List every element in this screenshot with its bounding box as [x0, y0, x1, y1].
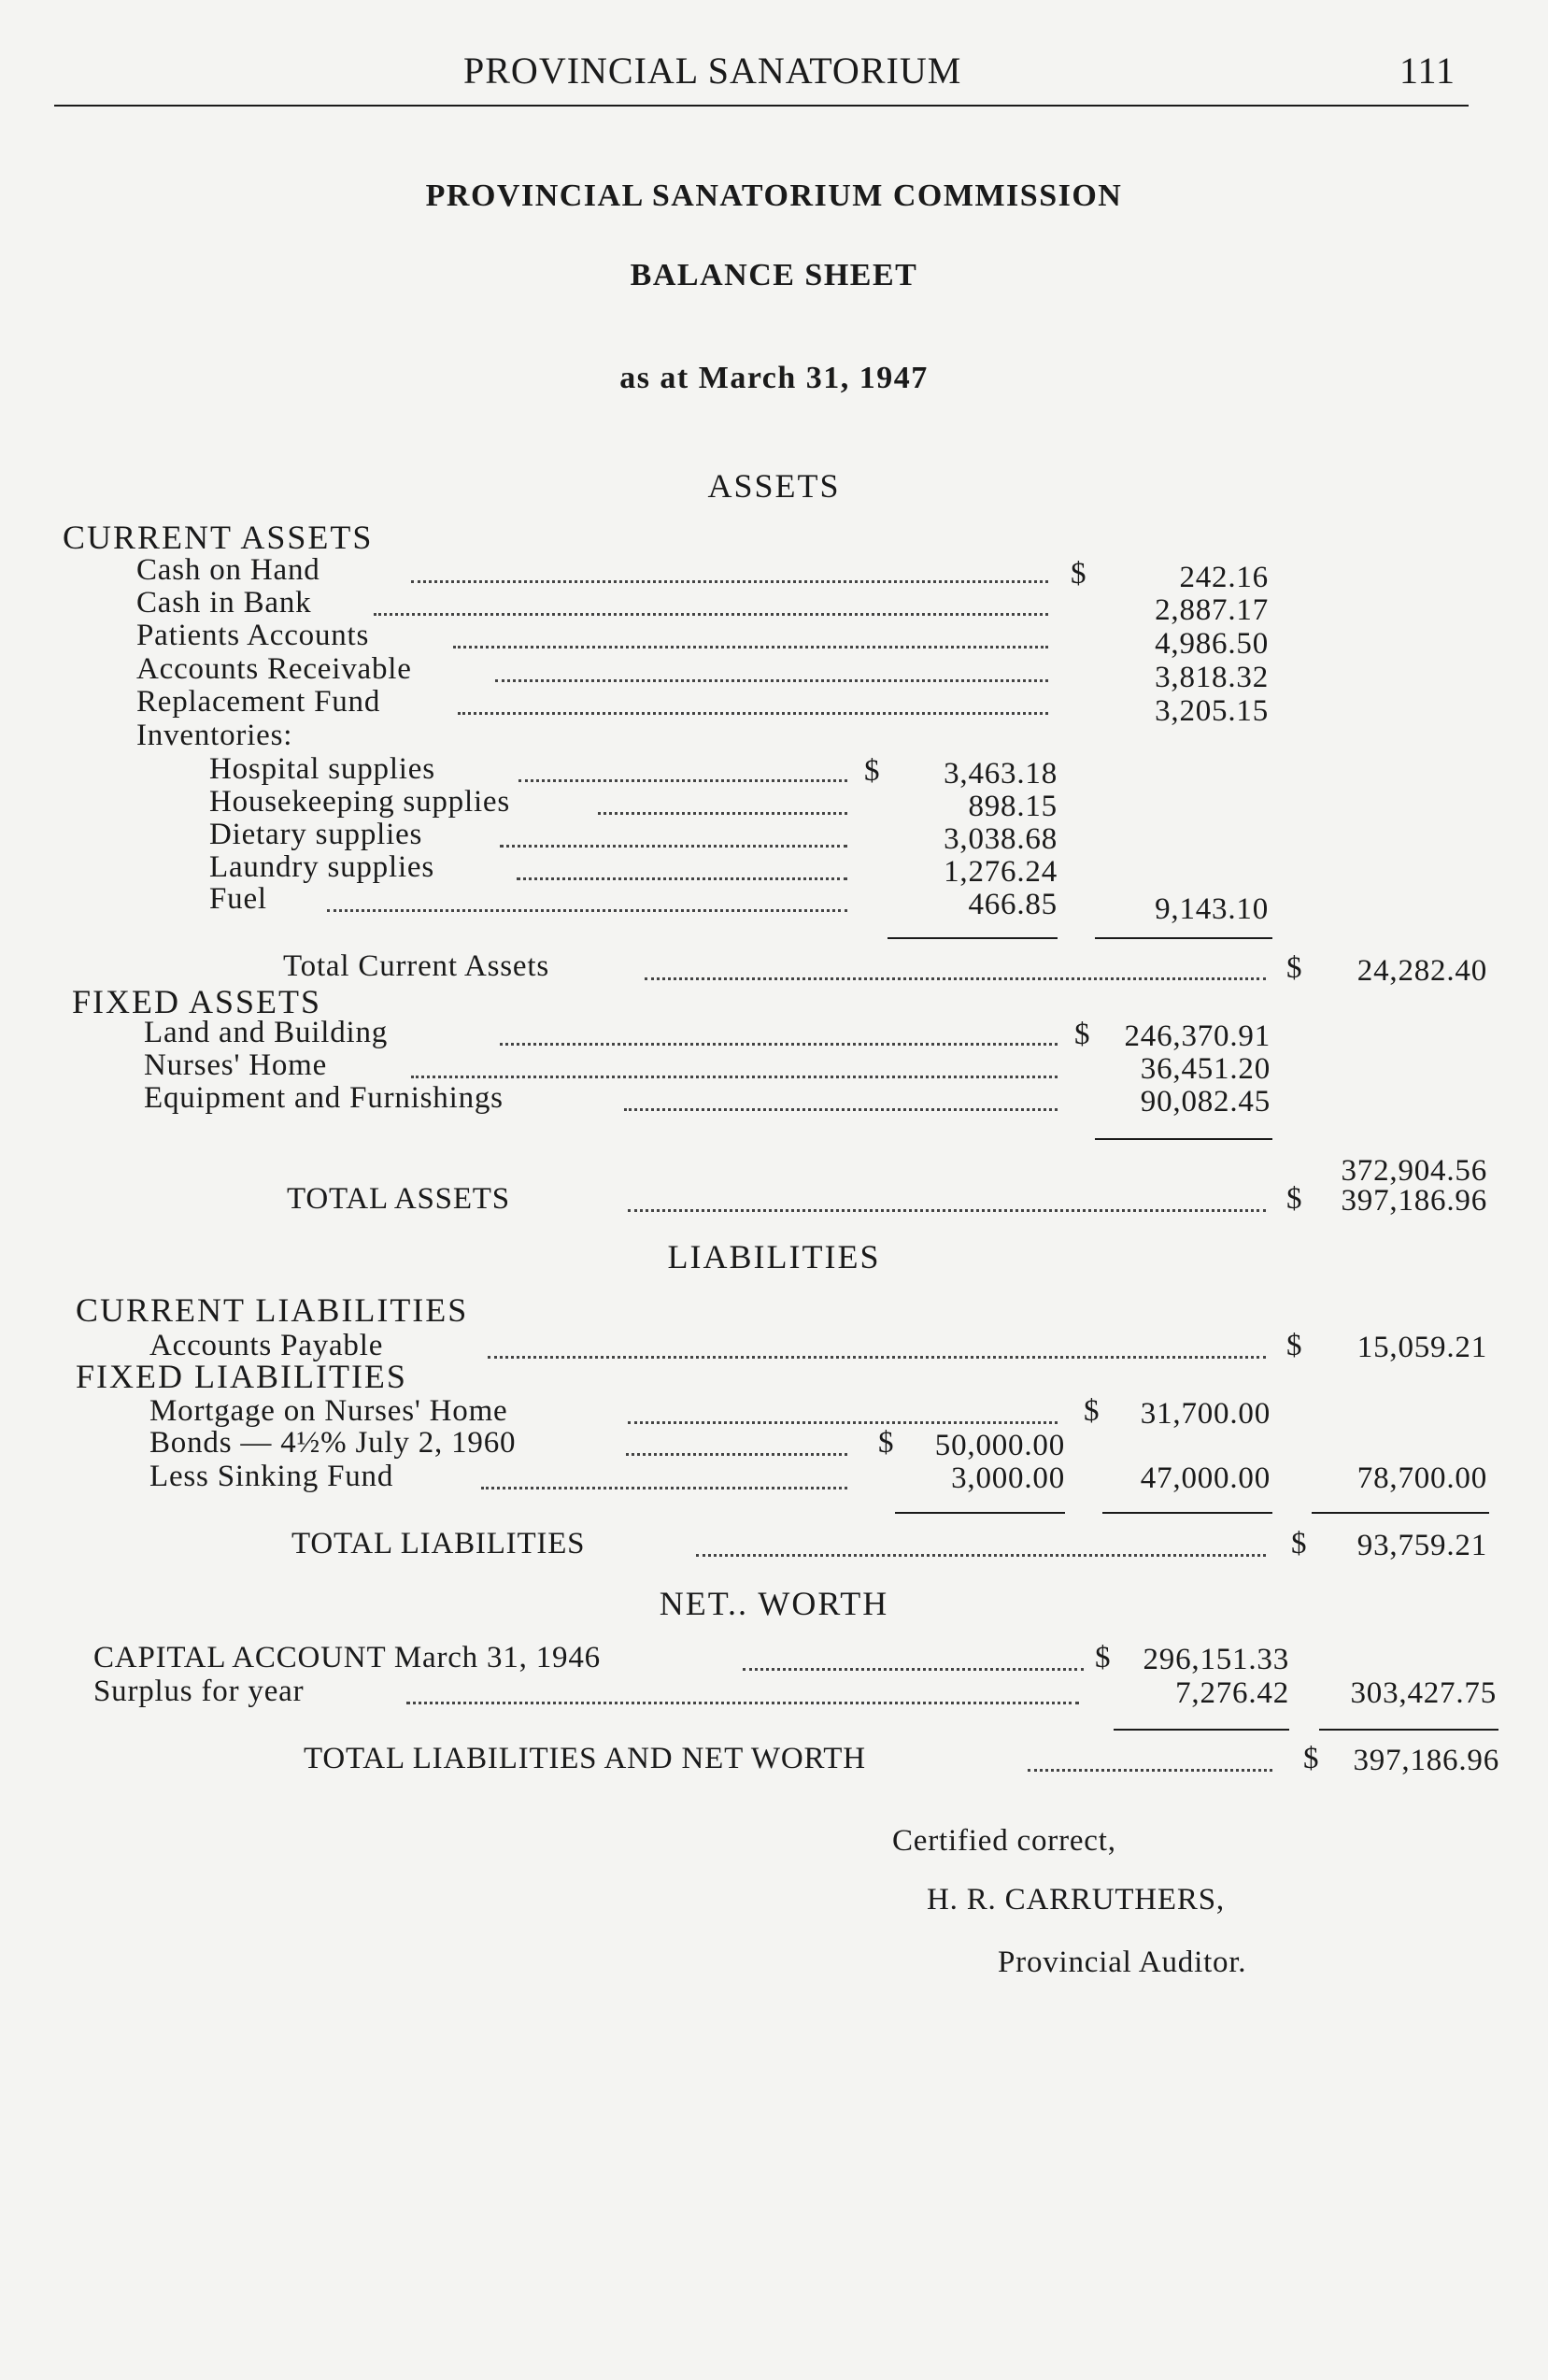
- liability-label: Less Sinking Fund: [149, 1460, 394, 1493]
- dot-leader: [411, 1076, 1058, 1078]
- fixed-liabilities-total: 78,700.00: [1356, 1461, 1487, 1495]
- currency-symbol: $: [1071, 557, 1087, 591]
- dot-leader: [495, 679, 1048, 682]
- asset-amount: 3,205.15: [1155, 694, 1269, 728]
- liability-label: Bonds — 4½% July 2, 1960: [149, 1426, 517, 1460]
- total-current-assets-label: Total Current Assets: [283, 949, 549, 983]
- certification-line: Certified correct,: [892, 1824, 1116, 1858]
- asset-label: Replacement Fund: [136, 685, 381, 719]
- asset-label: Accounts Receivable: [136, 652, 412, 686]
- running-header-title: PROVINCIAL SANATORIUM: [463, 50, 962, 92]
- dot-leader: [696, 1554, 1266, 1557]
- inventory-amount: 1,276.24: [944, 855, 1058, 889]
- grand-total-label: TOTAL LIABILITIES AND NET WORTH: [304, 1742, 866, 1775]
- subtotal-rule: [895, 1512, 1065, 1514]
- net-worth-heading: NET.. WORTH: [659, 1585, 889, 1622]
- dot-leader: [374, 613, 1048, 616]
- net-worth-label: CAPITAL ACCOUNT March 31, 1946: [93, 1641, 601, 1675]
- dot-leader: [628, 1209, 1266, 1212]
- subtotal-rule: [1312, 1512, 1489, 1514]
- currency-symbol: $: [1286, 1329, 1303, 1362]
- dot-leader: [458, 712, 1048, 715]
- assets-heading: ASSETS: [707, 467, 841, 505]
- liability-amount: 3,000.00: [951, 1461, 1065, 1495]
- asset-amount: 2,887.17: [1155, 593, 1269, 627]
- subtotal-rule: [1095, 937, 1272, 939]
- dot-leader: [453, 646, 1048, 648]
- inventory-amount: 898.15: [968, 790, 1058, 823]
- net-worth-total: 303,427.75: [1350, 1676, 1497, 1710]
- total-liabilities-amount: 93,759.21: [1356, 1529, 1487, 1562]
- asset-amount: 3,818.32: [1155, 661, 1269, 694]
- inventory-amount: 3,038.68: [944, 822, 1058, 856]
- total-liabilities-label: TOTAL LIABILITIES: [291, 1527, 586, 1561]
- asset-label: Equipment and Furnishings: [144, 1081, 504, 1115]
- total-assets-label: TOTAL ASSETS: [287, 1182, 510, 1216]
- net-worth-amount: 296,151.33: [1143, 1643, 1289, 1676]
- currency-symbol: $: [1286, 951, 1303, 985]
- asset-label: Cash in Bank: [136, 586, 312, 620]
- asset-amount: 36,451.20: [1140, 1052, 1271, 1086]
- dot-leader: [628, 1421, 1058, 1424]
- subtotal-rule: [1114, 1729, 1289, 1731]
- subtotal-rule: [888, 937, 1058, 939]
- header-rule: [54, 105, 1469, 107]
- liability-amount: 15,059.21: [1356, 1331, 1487, 1364]
- currency-symbol: $: [1095, 1641, 1112, 1675]
- inventory-label: Hospital supplies: [209, 752, 435, 786]
- fixed-assets-total: 372,904.56: [1341, 1154, 1487, 1188]
- net-worth-label: Surplus for year: [93, 1675, 305, 1708]
- dot-leader: [488, 1356, 1266, 1359]
- grand-total-amount: 397,186.96: [1353, 1744, 1499, 1777]
- dot-leader: [517, 877, 847, 880]
- asset-label: Cash on Hand: [136, 553, 320, 587]
- asset-amount: 246,370.91: [1124, 1019, 1271, 1053]
- page-number: 111: [1399, 50, 1456, 92]
- currency-symbol: $: [1084, 1394, 1101, 1428]
- dot-leader: [624, 1108, 1058, 1111]
- inventory-label: Housekeeping supplies: [209, 785, 511, 819]
- fixed-assets-heading: FIXED ASSETS: [72, 983, 322, 1020]
- liabilities-heading: LIABILITIES: [667, 1238, 881, 1276]
- subtotal-rule: [1095, 1138, 1272, 1140]
- net-worth-amount: 7,276.42: [1175, 1676, 1289, 1710]
- total-assets-amount: 397,186.96: [1341, 1184, 1487, 1218]
- current-assets-heading: CURRENT ASSETS: [63, 519, 374, 556]
- currency-symbol: $: [1291, 1527, 1308, 1561]
- asset-label: Nurses' Home: [144, 1048, 328, 1082]
- subtotal-rule: [1102, 1512, 1272, 1514]
- dot-leader: [406, 1702, 1079, 1704]
- asset-label: Patients Accounts: [136, 619, 370, 652]
- total-current-assets-amount: 24,282.40: [1356, 954, 1487, 988]
- dot-leader: [500, 845, 847, 848]
- dot-leader: [598, 812, 847, 815]
- asset-amount: 4,986.50: [1155, 627, 1269, 661]
- liability-amount: 50,000.00: [934, 1429, 1065, 1462]
- inventory-label: Fuel: [209, 882, 267, 916]
- currency-symbol: $: [1286, 1182, 1303, 1216]
- liability-label: Accounts Payable: [149, 1329, 384, 1362]
- liability-net-amount: 47,000.00: [1140, 1461, 1271, 1495]
- asset-label: Land and Building: [144, 1016, 389, 1049]
- auditor-title: Provincial Auditor.: [998, 1945, 1247, 1979]
- asset-amount: 242.16: [1179, 561, 1269, 594]
- inventory-label: Dietary supplies: [209, 818, 423, 851]
- dot-leader: [500, 1043, 1058, 1046]
- current-liabilities-heading: CURRENT LIABILITIES: [76, 1291, 469, 1329]
- liability-label: Mortgage on Nurses' Home: [149, 1394, 508, 1428]
- asset-amount: 90,082.45: [1140, 1085, 1271, 1119]
- inventory-label: Laundry supplies: [209, 850, 435, 884]
- inventory-amount: 3,463.18: [944, 757, 1058, 791]
- dot-leader: [518, 779, 847, 782]
- commission-title: PROVINCIAL SANATORIUM COMMISSION: [425, 178, 1123, 213]
- dot-leader: [481, 1487, 847, 1489]
- balance-sheet-title: BALANCE SHEET: [630, 258, 918, 292]
- dot-leader: [743, 1668, 1084, 1671]
- auditor-name: H. R. CARRUTHERS,: [927, 1883, 1225, 1917]
- balance-sheet-date: as at March 31, 1947: [619, 361, 929, 395]
- currency-symbol: $: [864, 754, 881, 788]
- dot-leader: [1028, 1769, 1272, 1772]
- dot-leader: [645, 977, 1266, 980]
- inventories-label: Inventories:: [136, 719, 293, 752]
- subtotal-rule: [1319, 1729, 1498, 1731]
- currency-symbol: $: [878, 1426, 895, 1460]
- dot-leader: [327, 909, 847, 912]
- inventories-total: 9,143.10: [1155, 892, 1269, 926]
- dot-leader: [411, 580, 1048, 583]
- inventory-amount: 466.85: [968, 888, 1058, 921]
- dot-leader: [626, 1453, 847, 1456]
- fixed-liabilities-heading: FIXED LIABILITIES: [76, 1358, 407, 1395]
- currency-symbol: $: [1303, 1742, 1320, 1775]
- currency-symbol: $: [1074, 1018, 1091, 1051]
- liability-amount: 31,700.00: [1140, 1397, 1271, 1431]
